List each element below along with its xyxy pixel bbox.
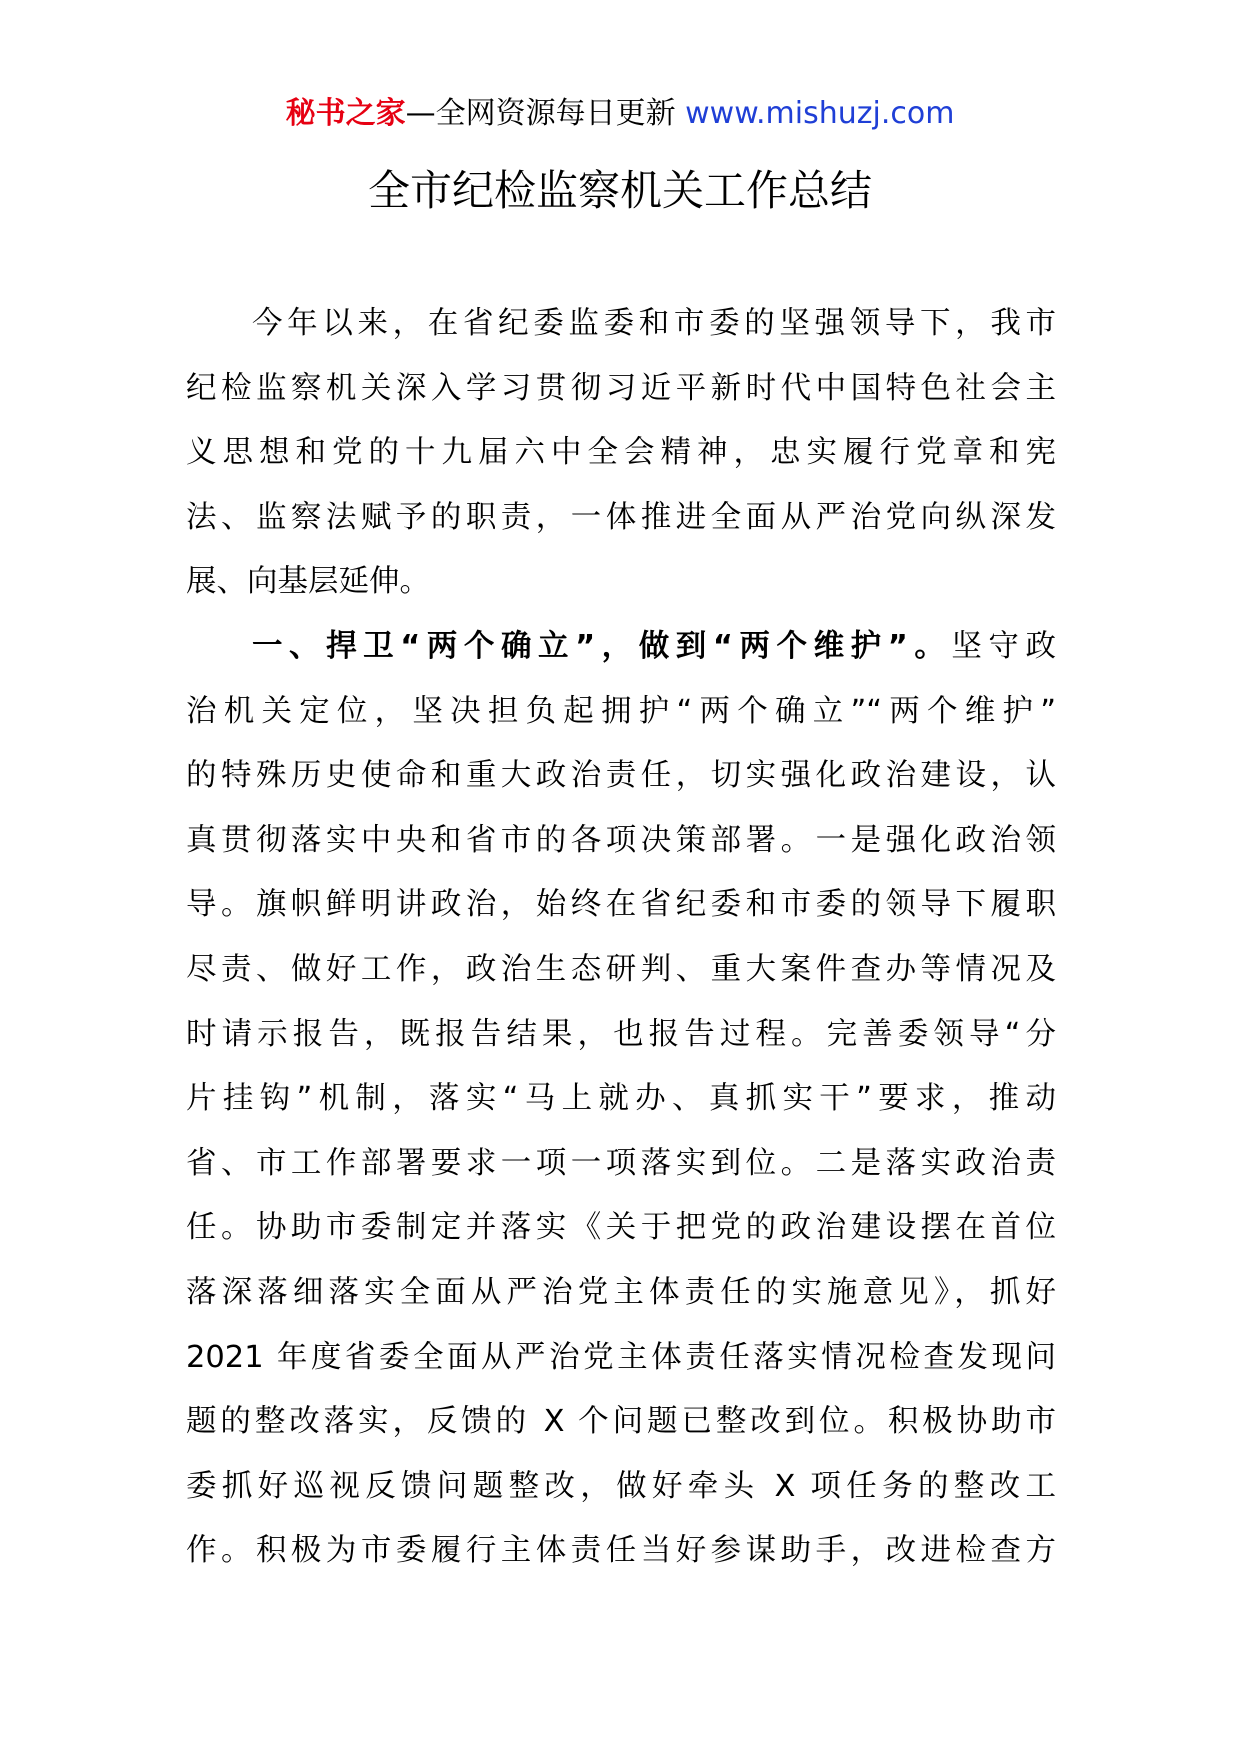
- paragraph-section-one: [186, 615, 1056, 1584]
- text-line: 省、市工作部署要求一项一项落实到位。二是落实政治责: [186, 1145, 1056, 1181]
- site-brand: 秘书之家: [285, 96, 406, 131]
- text-line: 时请示报告，既报告结果，也报告过程。完善委领导“分: [186, 1016, 1056, 1052]
- paragraph-intro: [186, 292, 1056, 615]
- text-line: 委抓好巡视反馈问题整改，做好牵头 X 项任务的整改工: [186, 1468, 1056, 1504]
- site-url-link[interactable]: www.mishuzj.com: [685, 96, 955, 131]
- text-line: 作。积极为市委履行主体责任当好参谋助手，改进检查方: [186, 1533, 1056, 1569]
- text-line: 真贯彻落实中央和省市的各项决策部署。一是强化政治领: [186, 822, 1056, 858]
- section-heading: 一、捍卫“两个确立”，做到“两个维护”。: [252, 628, 952, 664]
- text-line: 的特殊历史使命和重大政治责任，切实强化政治建设，认: [186, 758, 1056, 794]
- text-line: 尽责、做好工作，政治生态研判、重大案件查办等情况及: [186, 951, 1056, 987]
- document-title: 全市纪检监察机关工作总结: [367, 166, 872, 215]
- text-line: 片挂钩”机制，落实“马上就办、真抓实干”要求，推动: [186, 1081, 1056, 1117]
- text-line: 法、监察法赋予的职责，一体推进全面从严治党向纵深发: [186, 499, 1056, 535]
- text-line: 落深落细落实全面从严治党主体责任的实施意见》，抓好: [186, 1274, 1056, 1310]
- site-tagline: —全网资源每日更新: [405, 96, 686, 131]
- text-line: 展、向基层延伸。: [186, 564, 430, 600]
- site-header: [0, 94, 1240, 134]
- text-line: 2021 年度省委全面从严治党主体责任落实情况检查发现问: [186, 1339, 1056, 1375]
- section-heading-rest: 坚守政: [951, 628, 1056, 664]
- text-line: [186, 615, 1056, 680]
- document-body: [186, 292, 1056, 1584]
- text-line: 导。旗帜鲜明讲政治，始终在省纪委和市委的领导下履职: [186, 887, 1056, 923]
- text-line: 任。协助市委制定并落实《关于把党的政治建设摆在首位: [186, 1210, 1056, 1246]
- text-line: 义思想和党的十九届六中全会精神，忠实履行党章和宪: [186, 435, 1056, 471]
- text-line: 纪检监察机关深入学习贯彻习近平新时代中国特色社会主: [186, 370, 1056, 406]
- text-line: 题的整改落实，反馈的 X 个问题已整改到位。积极协助市: [186, 1404, 1056, 1440]
- text-line: 治机关定位，坚决担负起拥护“两个确立”“两个维护”: [186, 693, 1056, 729]
- text-line: 今年以来，在省纪委监委和市委的坚强领导下，我市: [252, 306, 1056, 341]
